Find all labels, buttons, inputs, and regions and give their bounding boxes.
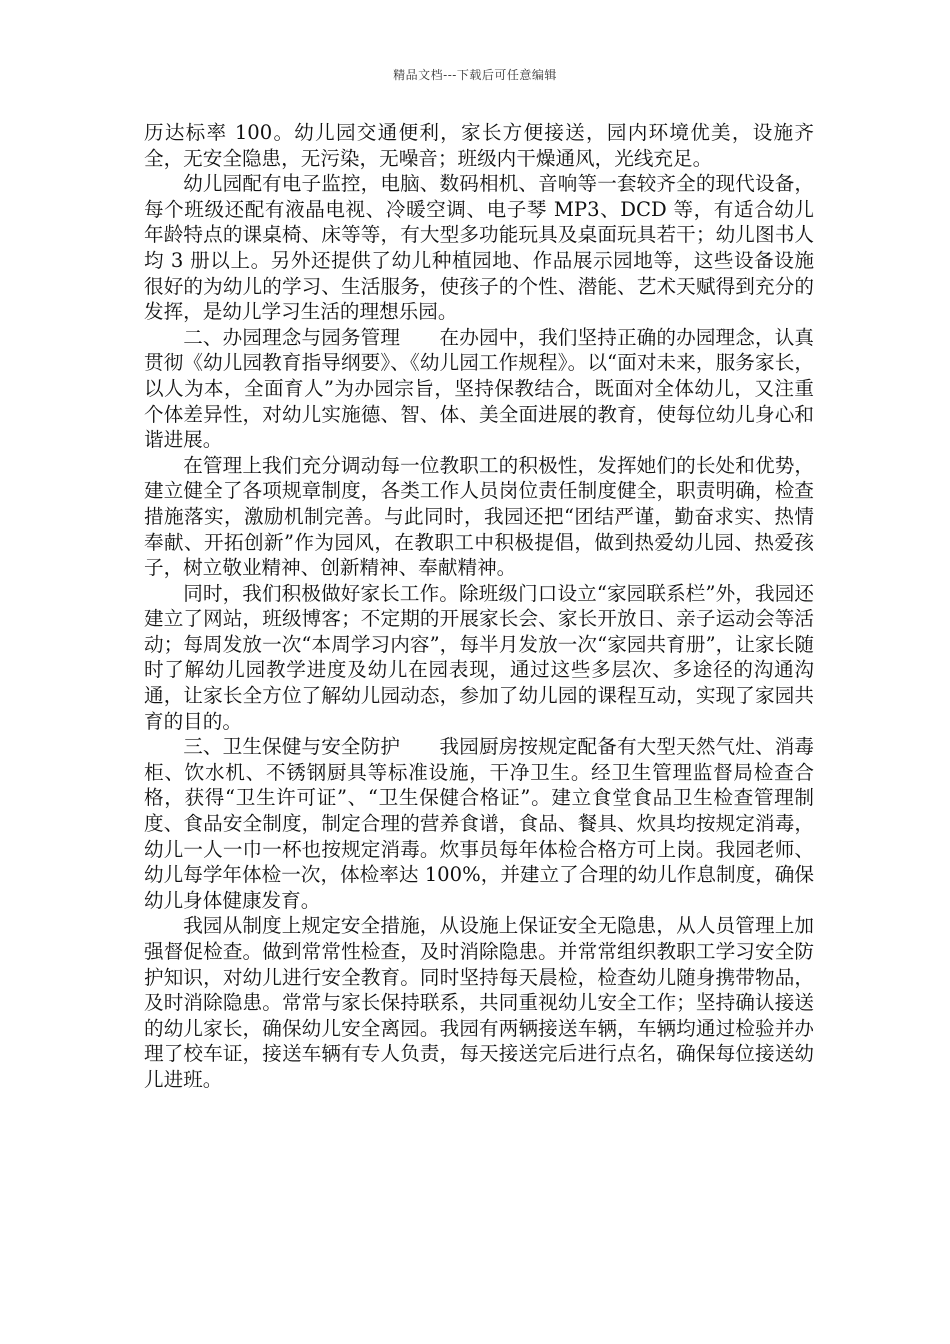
paragraph-4: 在管理上我们充分调动每一位教职工的积极性，发挥她们的长处和优势，建立健全了各项规章制度，各类工作人员岗位责任制度健全，职责明确，检查措施落实，激励机制完善。与此同时，我园还把“团结严谨，勤奋求实、热情奉献、开拓创新”作为园风，在教职工中积极提倡，做到热爱幼儿园、热爱孩子，树立敬业精神、创新精神、奉献精神。 (144, 453, 814, 580)
paragraph-7: 我园从制度上规定安全措施，从设施上保证安全无隐患，从人员管理上加强督促检查。做到常常性检查，及时消除隐患。并常常组织教职工学习安全防护知识，对幼儿进行安全教育。同时坚持每天晨检，检查幼儿随身携带物品，及时消除隐患。常常与家长保持联系，共同重视幼儿安全工作；坚持确认接送的幼儿家长，确保幼儿安全离园。我园有两辆接送车辆，车辆均通过检验并办理了校车证，接送车辆有专人负责，每天接送完后进行点名，确保每位接送幼儿进班。 (144, 914, 814, 1091)
paragraph-6: 三、卫生保健与安全防护 我园厨房按规定配备有大型天然气灶、消毒柜、饮水机、不锈钢厨具等标准设施，干净卫生。经卫生管理监督局检查合格，获得“卫生许可证”、“卫生保健合格证”。建立食堂食品卫生检查管理制度、食品安全制度，制定合理的营养食谱，食品、餐具、炊具均按规定消毒，幼儿一人一巾一杯也按规定消毒。炊事员每年体检合格方可上岗。我园老师、幼儿每学年体检一次，体检率达 100%，并建立了合理的幼儿作息制度，确保幼儿身体健康发育。 (144, 735, 814, 912)
document-body (144, 120, 814, 1093)
paragraph-2: 幼儿园配有电子监控，电脑、数码相机、音响等一套较齐全的现代设备，每个班级还配有液晶电视、冷暖空调、电子琴 MP3、DCD 等，有适合幼儿年龄特点的课桌椅、床等等，有大型多功能玩具及桌面玩具若干；幼儿图书人均 3 册以上。另外还提供了幼儿种植园地、作品展示园地等，这些设备设施很好的为幼儿的学习、生活服务，使孩子的个性、潜能、艺术天赋得到充分的发挥，是幼儿学习生活的理想乐园。 (144, 172, 814, 324)
paragraph-3: 二、办园理念与园务管理 在办园中，我们坚持正确的办园理念，认真贯彻《幼儿园教育指导纲要》、《幼儿园工作规程》。以“面对未来，服务家长，以人为本，全面育人”为办园宗旨，坚持保教结合，既面对全体幼儿，又注重个体差异性，对幼儿实施德、智、体、美全面进展的教育，使每位幼儿身心和谐进展。 (144, 325, 814, 452)
paragraph-1: 历达标率 100。幼儿园交通便利，家长方便接送，园内环境优美，设施齐全，无安全隐患，无污染，无噪音；班级内干燥通风，光线充足。 (144, 121, 814, 170)
paragraph-5: 同时，我们积极做好家长工作。除班级门口设立“家园联系栏”外，我园还建立了网站，班级博客；不定期的开展家长会、家长开放日、亲子运动会等活动；每周发放一次“本周学习内容”，每半月发放一次“家园共育册”，让家长随时了解幼儿园教学进度及幼儿在园表现，通过这些多层次、多途径的沟通沟通，让家长全方位了解幼儿园动态，参加了幼儿园的课程互动，实现了家园共育的目的。 (144, 581, 814, 733)
page-header: 精品文档---下载后可任意编辑 (393, 68, 557, 82)
